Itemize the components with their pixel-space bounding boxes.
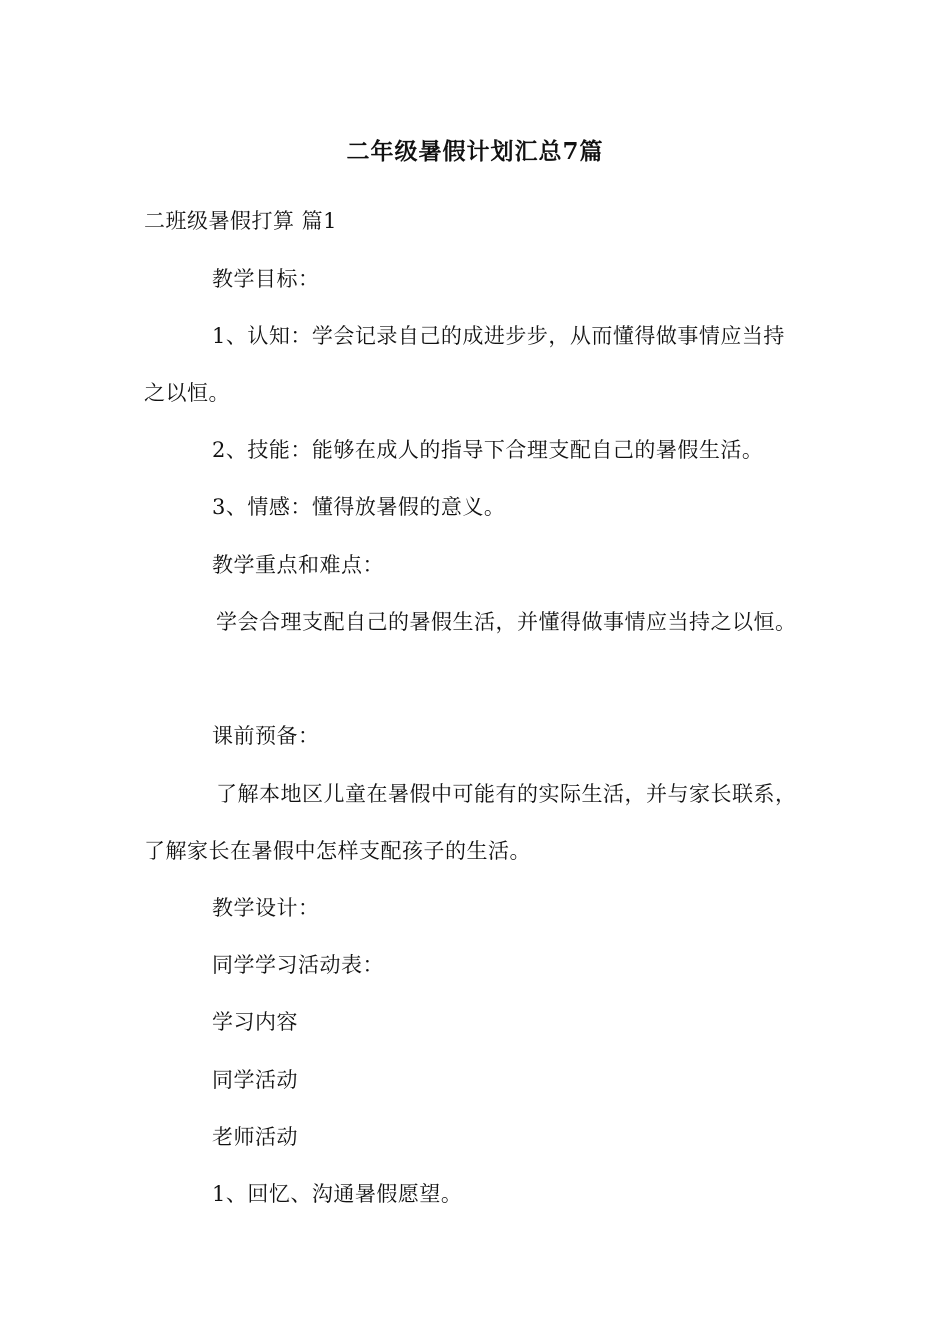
section-heading: 二班级暑假打算 篇1 [144, 209, 338, 233]
paragraph-line: 了解本地区儿童在暑假中可能有的实际生活，并与家长联系， [216, 782, 797, 806]
document-title: 二年级暑假计划汇总7篇 [346, 138, 604, 165]
paragraph-line: 之以恒。 [144, 381, 230, 405]
paragraph-line: 教学设计： [212, 896, 320, 920]
paragraph-line: 老师活动 [212, 1125, 298, 1149]
paragraph-line: 同学活动 [212, 1068, 298, 1092]
paragraph-line: 学习内容 [212, 1010, 298, 1034]
paragraph-line: 同学学习活动表： [212, 953, 384, 977]
paragraph-line: 1、认知：学会记录自己的成进步步，从而懂得做事情应当持 [212, 324, 785, 348]
paragraph-line: 教学重点和难点： [212, 553, 384, 577]
paragraph-line: 2、技能：能够在成人的指导下合理支配自己的暑假生活。 [212, 438, 764, 462]
paragraph-line: 教学目标： [212, 267, 320, 291]
paragraph-line: 学会合理支配自己的暑假生活，并懂得做事情应当持之以恒。 [216, 610, 797, 634]
paragraph-line: 1、回忆、沟通暑假愿望。 [212, 1182, 463, 1206]
paragraph-line: 课前预备： [212, 724, 320, 748]
paragraph-line: 了解家长在暑假中怎样支配孩子的生活。 [144, 839, 531, 863]
paragraph-line: 3、情感：懂得放暑假的意义。 [212, 495, 506, 519]
